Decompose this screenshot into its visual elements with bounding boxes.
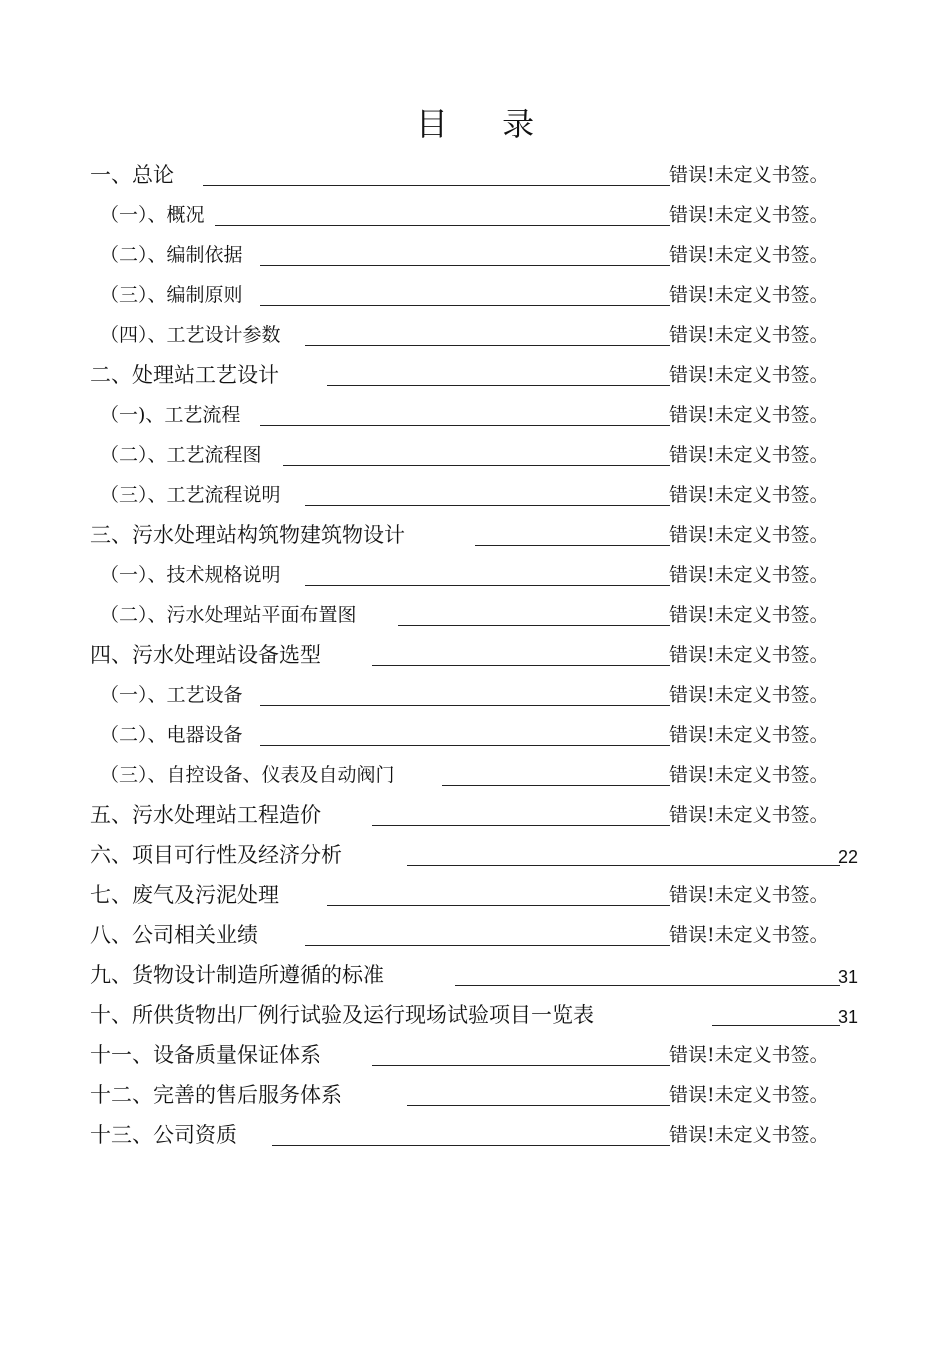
toc-entry-title: 五、污水处理站工程造价	[90, 803, 321, 827]
toc-entry[interactable]	[0, 915, 950, 955]
toc-entry[interactable]	[0, 1075, 950, 1115]
toc-entry-page: 错误!未定义书签。	[669, 1124, 829, 1146]
toc-entry[interactable]	[0, 155, 950, 195]
toc-leader-line	[407, 1105, 670, 1106]
toc-entry[interactable]	[0, 195, 950, 235]
toc-leader-line	[305, 505, 670, 506]
toc-entry[interactable]	[0, 875, 950, 915]
toc-entry-page: 错误!未定义书签。	[669, 364, 829, 386]
toc-leader-line	[272, 1145, 670, 1146]
toc-entry-page: 错误!未定义书签。	[669, 324, 829, 346]
toc-entry-title: （二）、编制依据	[100, 244, 243, 266]
toc-leader-line	[455, 985, 840, 986]
toc-entry-title: （一)、工艺流程	[100, 404, 241, 426]
toc-entry-title: （一）、技术规格说明	[100, 564, 281, 586]
toc-entry-title: 十二、完善的售后服务体系	[90, 1083, 342, 1107]
toc-entry-title: （三）、工艺流程说明	[100, 484, 281, 506]
toc-entry-title: 二、处理站工艺设计	[90, 363, 279, 387]
toc-leader-line	[260, 265, 670, 266]
toc-entry-page: 22	[838, 847, 859, 867]
toc-entry-title: 十、所供货物出厂例行试验及运行现场试验项目一览表	[90, 1003, 594, 1027]
toc-entry[interactable]	[0, 275, 950, 315]
toc-entry-title: 十三、公司资质	[90, 1123, 237, 1147]
toc-entry-page: 错误!未定义书签。	[669, 204, 829, 226]
toc-leader-line	[442, 785, 670, 786]
toc-entry-title: （三）、自控设备、仪表及自动阀门	[100, 764, 395, 786]
toc-entry[interactable]	[0, 355, 950, 395]
toc-entry-page: 错误!未定义书签。	[669, 644, 829, 666]
toc-entry-page: 错误!未定义书签。	[669, 1044, 829, 1066]
toc-entry-title: 七、废气及污泥处理	[90, 883, 279, 907]
toc-leader-line	[260, 705, 670, 706]
toc-entry-title: （四）、工艺设计参数	[100, 324, 281, 346]
toc-entry-title: 一、总论	[90, 163, 174, 187]
toc-entry[interactable]	[0, 715, 950, 755]
toc-entry-page: 错误!未定义书签。	[669, 164, 829, 186]
toc-leader-line	[407, 865, 840, 866]
toc-entry-page: 错误!未定义书签。	[669, 524, 829, 546]
toc-entry-title: 三、污水处理站构筑物建筑物设计	[90, 523, 405, 547]
toc-entry[interactable]	[0, 835, 950, 875]
toc-entry-title: 八、公司相关业绩	[90, 923, 258, 947]
toc-entry-title: （二）、污水处理站平面布置图	[100, 604, 357, 626]
toc-entry-title: （二）、工艺流程图	[100, 444, 262, 466]
toc-leader-line	[283, 465, 670, 466]
toc-entry-title: （三）、编制原则	[100, 284, 243, 306]
toc-leader-line	[475, 545, 670, 546]
toc-entry-page: 错误!未定义书签。	[669, 404, 829, 426]
toc-entry-title: （二）、电器设备	[100, 724, 243, 746]
toc-entry-title: （一）、工艺设备	[100, 684, 243, 706]
toc-leader-line	[712, 1025, 840, 1026]
toc-entry[interactable]	[0, 995, 950, 1035]
toc-entry-title: 九、货物设计制造所遵循的标准	[90, 963, 384, 987]
toc-leader-line	[305, 345, 670, 346]
toc-entry[interactable]	[0, 635, 950, 675]
toc-entry[interactable]	[0, 1035, 950, 1075]
toc-entry[interactable]	[0, 1115, 950, 1155]
toc-entry-title: （一）、概况	[100, 204, 205, 226]
toc-leader-line	[327, 385, 670, 386]
toc-entry-page: 错误!未定义书签。	[669, 604, 829, 626]
toc-leader-line	[398, 625, 670, 626]
toc-entry-page: 错误!未定义书签。	[669, 764, 829, 786]
toc-entry-title: 六、项目可行性及经济分析	[90, 843, 342, 867]
toc-entry-page: 错误!未定义书签。	[669, 1084, 829, 1106]
toc-leader-line	[305, 585, 670, 586]
toc-entry-page: 错误!未定义书签。	[669, 564, 829, 586]
toc-entry-page: 错误!未定义书签。	[669, 684, 829, 706]
toc-entry[interactable]	[0, 595, 950, 635]
toc-entry-page: 错误!未定义书签。	[669, 444, 829, 466]
toc-entry[interactable]	[0, 315, 950, 355]
toc-entry-page: 错误!未定义书签。	[669, 244, 829, 266]
toc-leader-line	[260, 305, 670, 306]
toc-entry[interactable]	[0, 795, 950, 835]
toc-entry-page: 错误!未定义书签。	[669, 884, 829, 906]
toc-entry-page: 31	[838, 1007, 859, 1027]
toc-entry-page: 错误!未定义书签。	[669, 924, 829, 946]
page-title: 目 录	[415, 105, 557, 143]
toc-entry[interactable]	[0, 955, 950, 995]
toc-entry[interactable]	[0, 475, 950, 515]
toc-entry-page: 错误!未定义书签。	[669, 804, 829, 826]
toc-entry-page: 错误!未定义书签。	[669, 284, 829, 306]
toc-leader-line	[372, 665, 670, 666]
toc-leader-line	[372, 1065, 670, 1066]
toc-leader-line	[305, 945, 670, 946]
toc-entry[interactable]	[0, 555, 950, 595]
toc-leader-line	[215, 225, 670, 226]
toc-entry[interactable]	[0, 435, 950, 475]
toc-leader-line	[260, 745, 670, 746]
toc-leader-line	[327, 905, 670, 906]
toc-entry[interactable]	[0, 235, 950, 275]
table-of-contents	[0, 155, 950, 1155]
toc-entry[interactable]	[0, 515, 950, 555]
toc-entry[interactable]	[0, 755, 950, 795]
toc-leader-line	[372, 825, 670, 826]
toc-leader-line	[260, 425, 670, 426]
toc-entry-page: 错误!未定义书签。	[669, 724, 829, 746]
toc-entry[interactable]	[0, 395, 950, 435]
toc-leader-line	[203, 185, 670, 186]
toc-entry-title: 十一、设备质量保证体系	[90, 1043, 321, 1067]
toc-entry-page: 31	[838, 967, 859, 987]
toc-entry[interactable]	[0, 675, 950, 715]
toc-entry-title: 四、污水处理站设备选型	[90, 643, 321, 667]
toc-entry-page: 错误!未定义书签。	[669, 484, 829, 506]
